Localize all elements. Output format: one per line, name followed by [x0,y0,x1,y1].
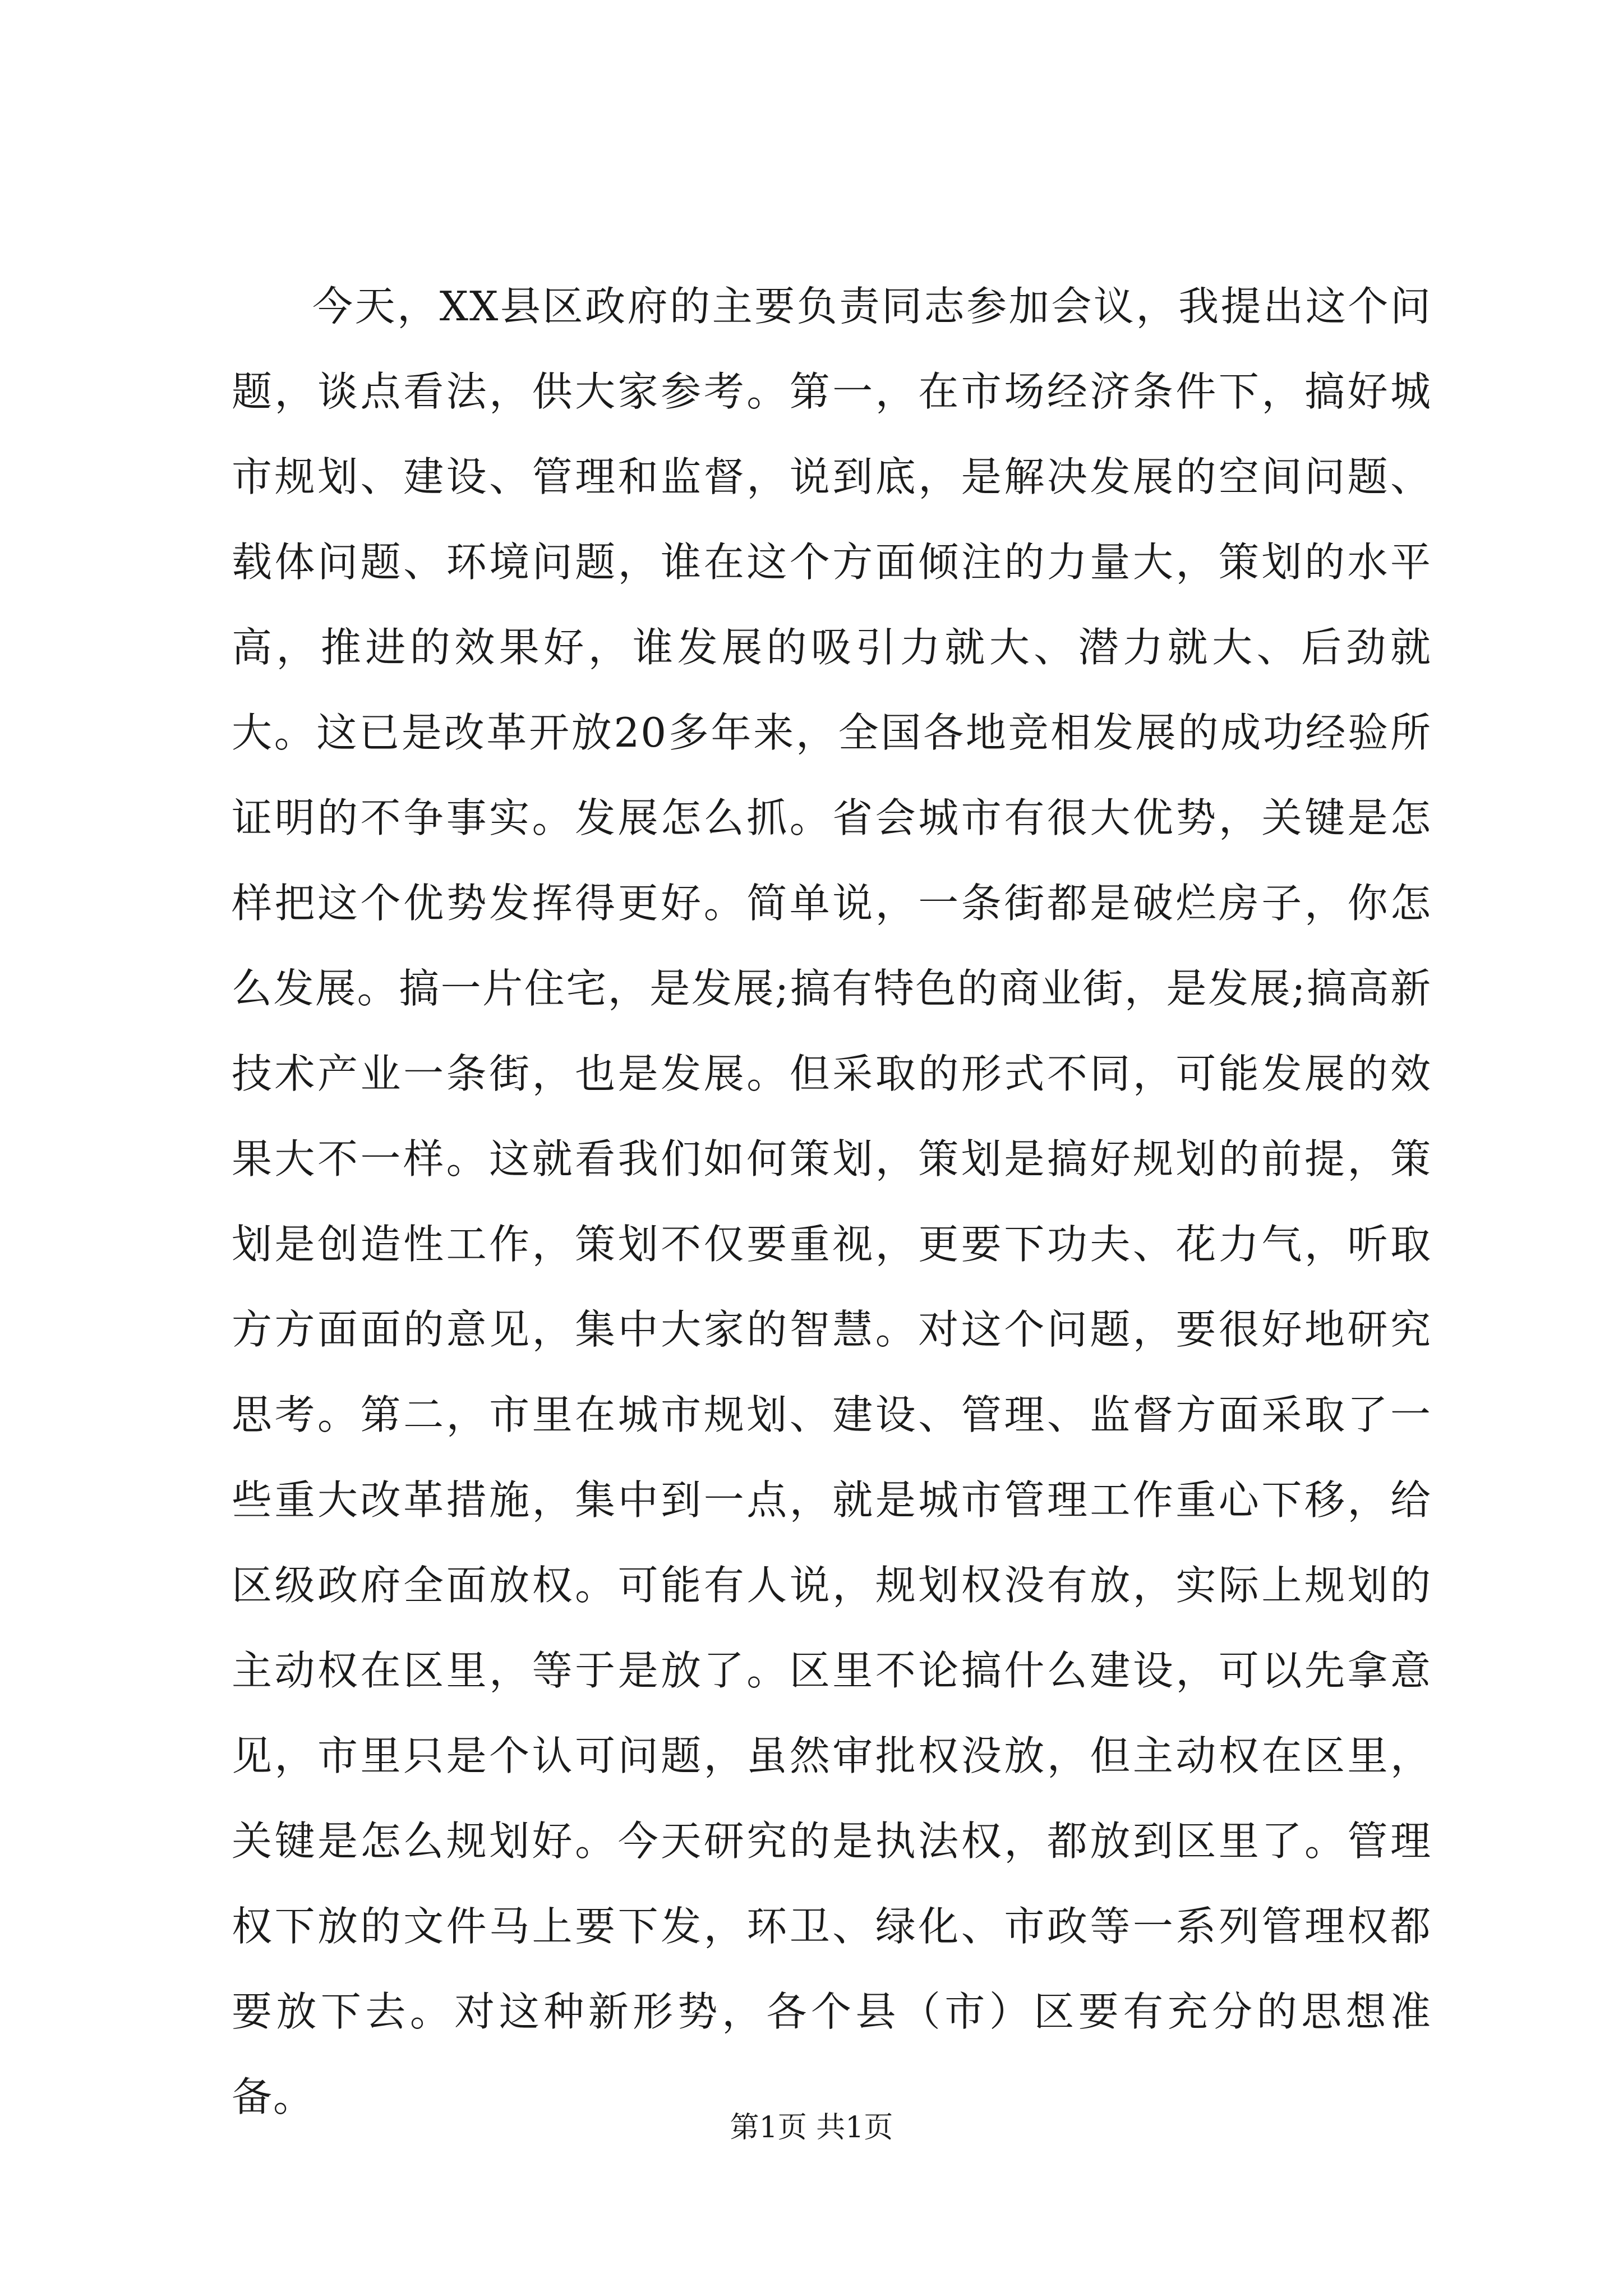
body-paragraph: 今天，XX县区政府的主要负责同志参加会议，我提出这个问题，谈点看法，供大家参考。第一，在市场经济条件下，搞好城市规划、建设、管理和监督，说到底，是解决发展的空间问题、载体问题、环境问题，谁在这个方面倾注的力量大，策划的水平高，推进的效果好，谁发展的吸引力就大、潜力就大、后劲就大。这已是改革开放20多年来，全国各地竞相发展的成功经验所证明的不争事实。发展怎么抓。省会城市有很大优势，关键是怎样把这个优势发挥得更好。简单说，一条街都是破烂房子，你怎么发展。搞一片住宅，是发展;搞有特色的商业街，是发展;搞高新技术产业一条街，也是发展。但采取的形式不同，可能发展的效果大不一样。这就看我们如何策划，策划是搞好规划的前提，策划是创造性工作，策划不仅要重视，更要下功夫、花力气，听取方方面面的意见，集中大家的智慧。对这个问题，要很好地研究思考。第二，市里在城市规划、建设、管理、监督方面采取了一些重大改革措施，集中到一点，就是城市管理工作重心下移，给区级政府全面放权。可能有人说，规划权没有放，实际上规划的主动权在区里，等于是放了。区里不论搞什么建设，可以先拿意见，市里只是个认可问题，虽然审批权没放，但主动权在区里，关键是怎么规划好。今天研究的是执法权，都放到区里了。管理权下放的文件马上要下发，环卫、绿化、市政等一系列管理权都要放下去。对这种新形势，各个县（市）区要有充分的思想准备。 [232,283,1432,2120]
page-footer: 第1页 共1页 [730,2111,893,2145]
